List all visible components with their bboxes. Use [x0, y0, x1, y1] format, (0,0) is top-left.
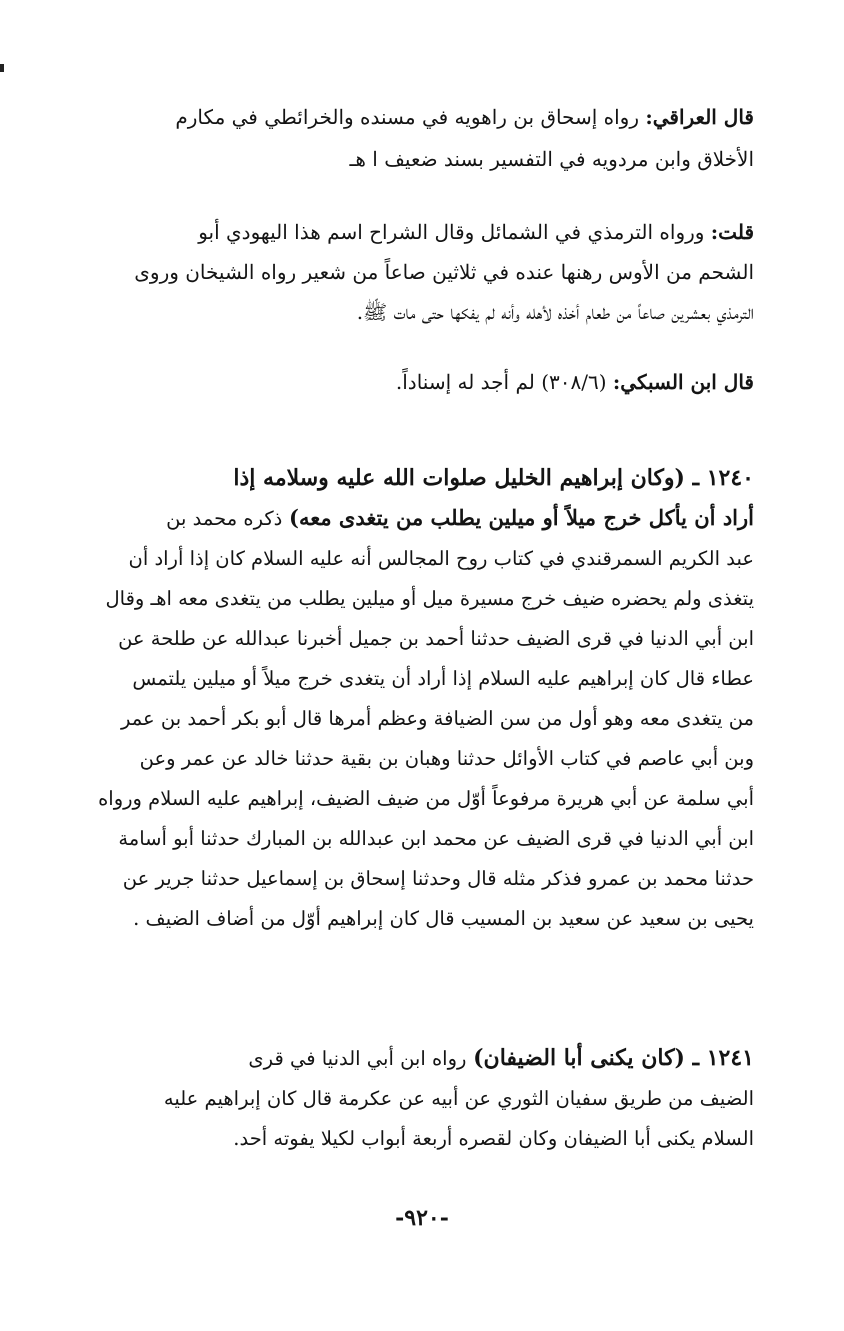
hadith-1240-line: عبد الكريم السمرقندي في كتاب روح المجالس أنه عليه السلام كان إذا أراد أن: [128, 547, 754, 570]
note-iraqi-label: قال العراقي:: [645, 105, 754, 129]
hadith-1240: [98, 458, 754, 939]
hadith-1241-line-1: [98, 1038, 754, 1079]
note-iraqi-text: رواه إسحاق بن راهويه في مسنده والخرائطي في مكارم: [175, 105, 639, 129]
note-subki-text: (٣٠٨/٦) لم أجد له إسناداً.: [395, 370, 607, 394]
note-subki: [98, 362, 754, 402]
hadith-1240-heading-line-1: ١٢٤٠ ـ (وكان إبراهيم الخليل صلوات الله عليه وسلامه إذا: [233, 465, 754, 491]
scan-mark: [0, 64, 4, 72]
hadith-1240-line: يحيى بن سعيد عن سعيد بن المسيب قال كان إبراهيم أوّل من أضاف الضيف .: [133, 907, 754, 930]
note-iraqi-line-2: الأخلاق وابن مردويه في التفسير بسند ضعيف ا هـ: [349, 147, 754, 171]
note-qultu-line-3: الترمذي بعشرين صاعاً من طعام أخذه لأهله وأنه لم يفكها حتى مات ﷺ.: [356, 300, 754, 324]
hadith-1240-line: ابن أبي الدنيا في قرى الضيف عن محمد ابن عبدالله بن المبارك حدثنا أبو أسامة: [118, 827, 754, 850]
hadith-1240-line: يتغذى ولم يحضره ضيف خرج مسيرة ميل أو ميلين يطلب من يتغدى معه اهـ وقال: [105, 587, 754, 610]
hadith-1240-line: أبي سلمة عن أبي هريرة مرفوعاً أوّل من ضيف الضيف، إبراهيم عليه السلام ورواه: [98, 787, 754, 810]
hadith-1241-heading: ١٢٤١ ـ (كان يكنى أبا الضيفان): [473, 1045, 754, 1071]
hadith-1240-heading-rest: ذكره محمد بن: [166, 507, 283, 530]
note-subki-label: قال ابن السبكي:: [612, 370, 754, 394]
note-qultu: [98, 212, 754, 332]
hadith-1240-line: وبن أبي عاصم في كتاب الأوائل حدثنا وهبان بن بقية حدثنا خالد عن عمر وعن: [139, 747, 754, 770]
note-qultu-label: قلت:: [710, 220, 754, 244]
note-iraqi: [98, 96, 754, 180]
hadith-1240-heading-bold: أراد أن يأكل خرج ميلاً أو ميلين يطلب من يتغدى معه): [289, 505, 754, 530]
note-subki-line: [98, 362, 754, 402]
hadith-1240-heading-line-2: [98, 498, 754, 539]
note-qultu-line-1: [98, 212, 754, 252]
note-qultu-line-2: الشحم من الأوس رهنها عنده في ثلاثين صاعاً من شعير رواه الشيخان وروى: [134, 260, 754, 284]
hadith-1241-line-2: الضيف من طريق سفيان الثوري عن أبيه عن عكرمة قال كان إبراهيم عليه: [163, 1087, 754, 1110]
hadith-1240-line: من يتغدى معه وهو أول من سن الضيافة وعظم أمرها قال أبو بكر أحمد بن عمر: [120, 707, 754, 730]
hadith-1241-text: رواه ابن أبي الدنيا في قرى: [248, 1047, 467, 1070]
hadith-1240-line: عطاء قال كان إبراهيم عليه السلام إذا أراد أن يتغدى خرج ميلاً أو ميلين يلتمس: [132, 667, 754, 690]
note-iraqi-line-1: [98, 96, 754, 138]
hadith-1241: [98, 1038, 754, 1159]
page-number: -٩٢٠-: [395, 1205, 449, 1231]
hadith-1240-line: ابن أبي الدنيا في قرى الضيف حدثنا أحمد بن جميل أخبرنا عبدالله عن طلحة عن: [118, 627, 754, 650]
note-qultu-text: ورواه الترمذي في الشمائل وقال الشراح اسم هذا اليهودي أبو: [198, 220, 705, 244]
hadith-1240-line: حدثنا محمد بن عمرو فذكر مثله قال وحدثنا إسحاق بن إسماعيل حدثنا جرير عن: [122, 867, 754, 890]
hadith-1241-line-3: السلام يكنى أبا الضيفان وكان لقصره أربعة أبواب لكيلا يفوته أحد.: [233, 1127, 754, 1150]
